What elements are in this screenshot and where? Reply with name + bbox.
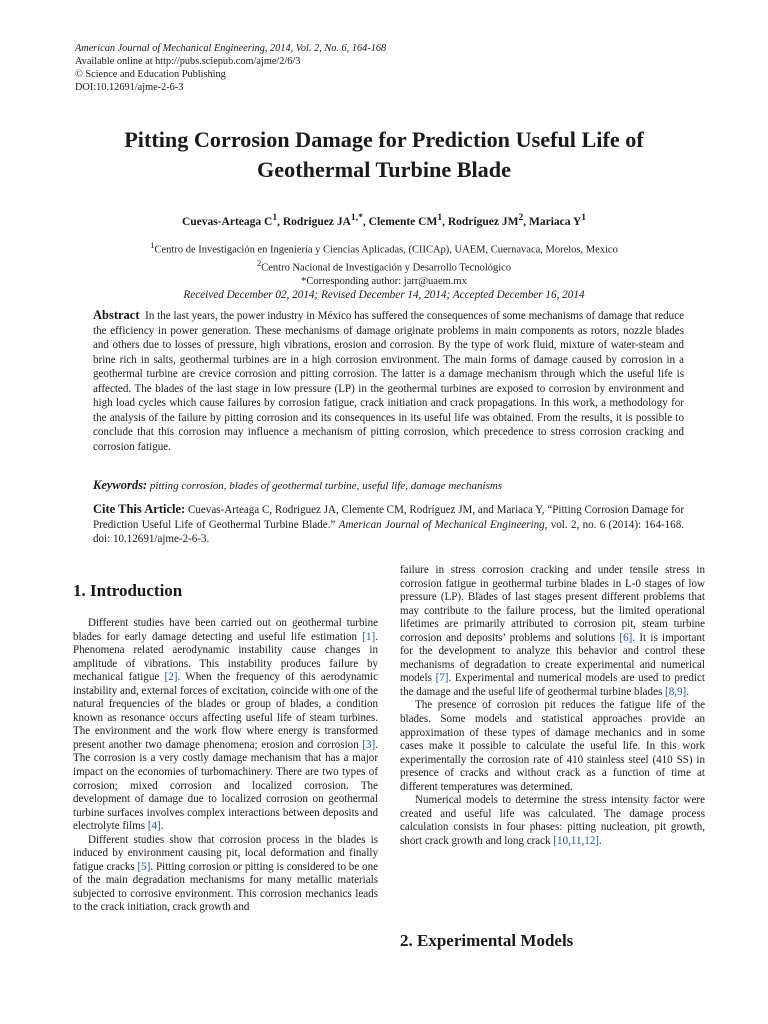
reference-link[interactable]: [8,9] [665,685,687,698]
reference-link[interactable]: [6] [619,631,633,644]
abstract-text: In the last years, the power industry in México has suffered the consequences of some mechanisms of damage that reduce the efficiency in power generation. These mechanisms of damage originate problems in main components as rotors, nozzle blades and others due to losses of pressure, high vibrations, erosion and corrosion. By the type of work fluid, mixture of water-steam and brine rich in salts, geothermal turbines are in a high corrosion environment. The main forms of damage caused by corrosion in a geothermal turbine are crevice corrosion and pitting corrosion. The latter is a damage mechanism through which the useful life is affected. The blades of the last stage in low pressure (LP) in the geothermal turbines are exposed to corrosion by environment and high load cycles which cause failures by corrosion fatigue, crack initiation and crack propagations. In this work, a methodology for the analysis of the failure by pitting corrosion and its consequences in its useful life was obtained. From the results, it is possible to conclude that this corrosion may influence a mechanism of pitting corrosion, which precedence to stress corrosion cracking and corrosion fatigue. [93,310,684,453]
affiliation-2-marker: 2 [256,258,262,269]
paragraph: The presence of corrosion pit reduces the fatigue life of the blades. Some models and statistical approaches provide an approximation of these types of damage mechanics and in some cases make it possible to calculate the useful life. In this work experimentally the corrosion rate of 410 stainless steel (410 SS) in presence of cracks and without crack as a function of time at different temperatures was determined. [400,699,705,793]
keywords-label: Keywords: [93,478,148,492]
section-experimental-heading: 2. Experimental Models [400,931,574,950]
keywords [93,478,684,493]
author-name: Cuevas-Arteaga C [181,215,273,228]
reference-link[interactable]: [1] [362,630,376,643]
paragraph: Numerical models to determine the stress intensity factor were created and useful life was calculated. The damage process calculation consists in four phases: pitting nucleation, pit growth, short crack growth and long crack [10,11,12]. [400,794,705,847]
journal-header [75,42,386,94]
reference-link[interactable]: [5] [137,860,151,873]
author-affiliation-marker: 2 [518,212,524,223]
abstract-label: Abstract [93,308,140,322]
paragraph: failure in stress corrosion cracking and under tensile stress in corrosion fatigue in geothermal turbine blades in L-0 stages of low pressure (LP). Blades of last stages present different problems that may contribute to the failure process, but the limited operational lifetimes are primarily attributed to corrosion pit, steam turbine corrosion and deposits’ problems and solutions [6]. It is important for the development to analyze this behavior and control these mechanisms of degradation to create experimental and numerical models [7]. Experimental and numerical models are used to predict the damage and the useful life of geothermal turbine blades [8,9]. [400,564,705,698]
left-column [73,617,378,915]
affiliation-2-text: Centro Nacional de Investigación y Desarrollo Tecnológico [261,262,512,274]
section-introduction-heading: 1. Introduction [73,581,183,600]
journal-citation: American Journal of Mechanical Engineering, 2014, Vol. 2, No. 6, 164-168 [75,43,387,54]
abstract [93,308,684,454]
submission-dates: Received December 02, 2014; Revised December 14, 2014; Accepted December 16, 2014 [183,289,585,301]
author-list: Cuevas-Arteaga $C^1$, Rodriguez $JA^{1,*}$, Clemente $CM^1$, Rodríguez $JM^2$, Mariaca $Y^1$ [181,212,587,228]
affiliation-1 [60,239,708,257]
right-column [400,564,705,848]
author-name: Clemente CM [368,215,438,228]
title-line-2: Geothermal Turbine Blade [257,157,511,182]
reference-link[interactable]: [3] [362,738,376,751]
reference-link[interactable]: [2] [164,671,178,684]
reference-link[interactable]: [7] [435,672,449,685]
cite-tail: , vol. 2, no. 6 (2014): 164-168. doi: 10.12691/ajme-2-6-3. [93,518,684,546]
author-affiliation-marker: 1 [272,212,278,223]
reference-link[interactable]: [4] [147,820,161,833]
keywords-text: pitting corrosion, blades of geothermal turbine, useful life, damage mechanisms [149,480,503,492]
cite-journal: American Journal of Mechanical Engineering [338,518,545,531]
paragraph: Different studies have been carried out on geothermal turbine blades for early damage detecting and useful life estimation [1]. Phenomena related aerodynamic instability cause changes in amplitude of vibrations. This instability produces failure by mechanical fatigue [2]. When the frequency of this aerodynamic instability and, external forces of excitation, coincide with one of the natural frequencies of the blades or group of blades, a condition known as resonance occurs affecting useful life of steam turbines. The environment and the work flow where energy is transformed present another two damage phenomena; erosion and corrosion [3]. The corrosion is a very costly damage mechanism that has a major impact on the economies of turbomachinery. There are two types of corrosion; mixed corrosion and localized corrosion. The development of damage due to localized corrosion on geothermal turbine surfaces involves complex interactions between deposits and electrolyte films [4]. [73,617,378,833]
cite-this-article [93,502,684,547]
corresponding-author: *Corresponding author: jarr@uaem.mx [301,275,467,287]
author-name: Rodríguez JM [447,215,519,228]
cite-text: Cuevas-Arteaga C, Rodriguez JA, Clemente CM, Rodríguez JM, and Mariaca Y, “Pitting Corrosion Damage for Prediction Useful Life of Geothermal Turbine Blade.” [93,504,684,531]
affiliation-2 [60,257,708,275]
author-affiliation-marker: 1 [581,212,587,223]
author-affiliation-marker: 1,* [350,212,363,223]
affiliations [60,239,708,288]
affiliation-1-marker: 1 [150,240,155,250]
author-name: Rodriguez JA [282,215,351,228]
author-name: Mariaca Y [529,215,582,228]
paragraph: Different studies show that corrosion process in the blades is induced by environment causing pit, local deformation and finally fatigue cracks [5]. Pitting corrosion or pitting is considered to be one of the main degradation mechanisms for many metallic materials subjected to corrosive environment. This corrosion mechanics leads to the crack initiation, crack growth and [73,833,379,914]
affiliation-1-text: Centro de Investigación en Ingeniería y Ciencias Aplicadas, (CIICAp), UAEM, Cuernavaca, Morelos, Mexico [154,244,618,256]
paper-title [60,125,708,185]
availability-line[interactable]: Available online at http://pubs.sciepub.com/ajme/2/6/3 [75,56,301,67]
reference-link[interactable]: [10,11,12] [553,834,599,847]
doi-line: DOI:10.12691/ajme-2-6-3 [75,82,184,93]
publisher-line: © Science and Education Publishing [75,69,226,80]
title-line-1: Pitting Corrosion Damage for Prediction Useful Life of [124,127,644,152]
cite-label: Cite This Article: [93,502,186,516]
author-affiliation-marker: 1 [437,212,443,223]
